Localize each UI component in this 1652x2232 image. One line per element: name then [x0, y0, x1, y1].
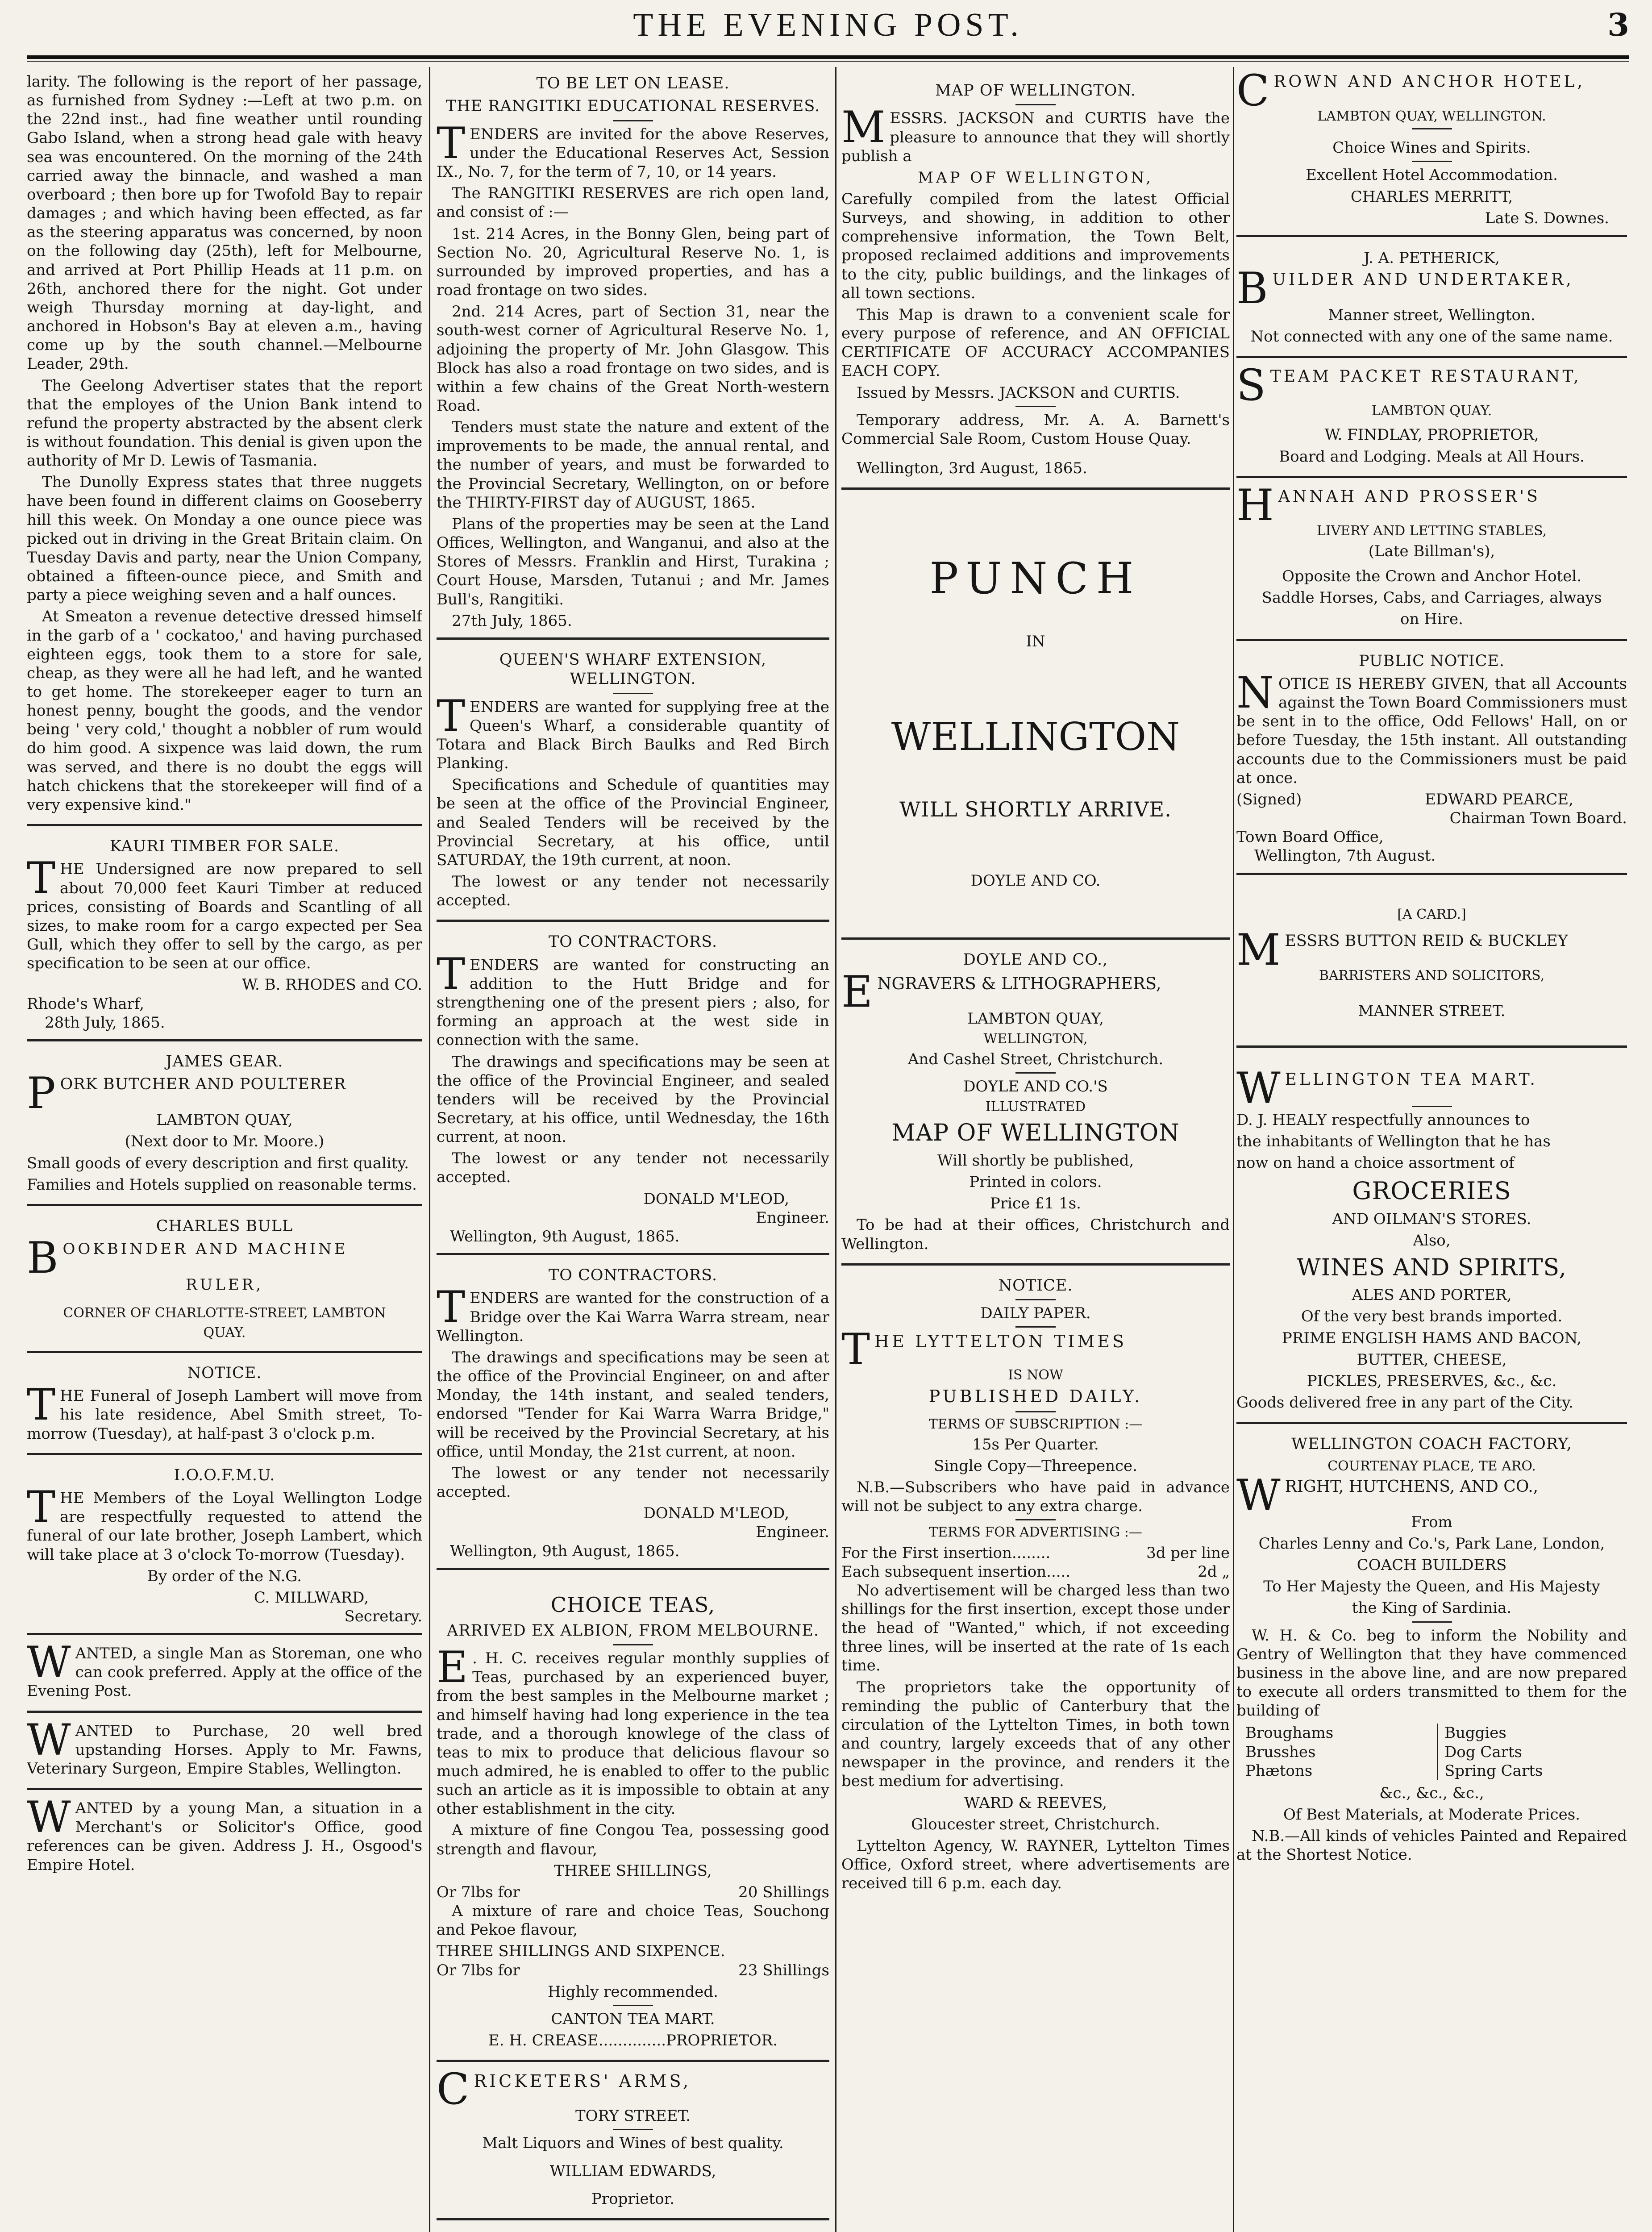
ad-price: THREE SHILLINGS AND SIXPENCE. [437, 1942, 725, 1961]
ad-title: ORK BUTCHER AND POULTERER [60, 1075, 346, 1094]
ad-name: W. FINDLAY, PROPRIETOR, [1324, 426, 1539, 444]
ad-card-button-reid [1236, 879, 1627, 1048]
ad-title: UILDER AND UNDERTAKER, [1272, 270, 1574, 289]
ad-late: (Late Billman's), [1368, 542, 1495, 560]
masthead [27, 4, 1629, 62]
ad-to-contractors [437, 1259, 829, 1570]
ad-map-title: MAP OF WELLINGTON [891, 1120, 1180, 1147]
drop-cap: C [1236, 67, 1269, 116]
ad-james-gear [27, 1045, 422, 1206]
signed-name: EDWARD PEARCE, [1424, 790, 1573, 808]
price-qty: Or 7lbs for [437, 1883, 520, 1901]
drop-cap: T [437, 1282, 466, 1333]
drop-cap: N [1236, 667, 1274, 718]
ad-title: RICKETERS' ARMS, [474, 2071, 691, 2091]
ad-line: To Her Majesty the Queen, and His Majesty [1263, 1578, 1600, 1596]
ad-note: Highly recommended. [548, 1982, 718, 2001]
vehicle-item: Brusshes [1245, 1743, 1316, 1761]
ad-note: (Next door to Mr. Moore.) [125, 1133, 325, 1151]
ad-role: Engineer. [756, 1208, 829, 1227]
ad-title: TO CONTRACTORS. [548, 933, 718, 951]
notice-title: NOTICE. [187, 1364, 262, 1382]
ad-price: Price £1 1s. [990, 1195, 1081, 1213]
ad-subtitle: ARRIVED EX ALBION, FROM MELBOURNE. [447, 1621, 819, 1640]
ad-line: D. J. HEALY respectfully announces to [1236, 1111, 1530, 1129]
ad-line: &c., &c., &c., [1379, 1784, 1484, 1802]
drop-cap: S [1236, 360, 1266, 411]
ad-street: TORY STREET. [575, 2107, 691, 2125]
ad-signature: DONALD M'LEOD, [643, 1190, 789, 1208]
ad-crown-anchor [1236, 67, 1627, 237]
ad-published: PUBLISHED DAILY. [928, 1387, 1143, 1407]
ad-body: A mixture of fine Congou Tea, possessing good strength and flavour, [437, 1821, 829, 1858]
ad-wines: WINES AND SPIRITS, [1297, 1254, 1567, 1281]
ad-body: ENDERS are wanted for supplying free at the Queen's Wharf, a considerable quantity of Totara and Black Birch Baulks and Red Birch Planking. [437, 698, 829, 773]
vehicle-item: Broughams [1245, 1724, 1334, 1742]
ad-sub: LIVERY AND LETTING STABLES, [1316, 523, 1547, 539]
vehicle-list [1245, 1724, 1627, 1780]
ad-name: JAMES GEAR. [166, 1052, 283, 1070]
ad-address: CORNER OF CHARLOTTE-STREET, LAMBTON [63, 1305, 386, 1321]
ad-title: TO CONTRACTORS. [548, 1266, 718, 1285]
column-4 [1236, 67, 1627, 2232]
ad-body: ENDERS are invited for the above Reserves, under the Educational Reserves Act, Session IX., No. 7, for the term of 7, 10, or 14 years. [437, 125, 829, 181]
vehicle-item: Buggies [1444, 1724, 1506, 1742]
ad-single: Single Copy—Threepence. [934, 1457, 1137, 1475]
notice-title: I.O.O.F.M.U. [174, 1466, 275, 1484]
ad-role: Engineer. [756, 1523, 829, 1541]
ad-subtitle: THE RANGITIKI EDUCATIONAL RESERVES. [445, 97, 820, 116]
ad-title: WELLINGTON COACH FACTORY, [1291, 1435, 1572, 1453]
drop-cap: C [437, 2064, 470, 2115]
column-1 [27, 67, 422, 2232]
news-paragraph: larity. The following is the report of her passage, as furnished from Sydney :—Left at two p.m. on the 22nd inst., had fine weather until rounding Gabo Island, when a strong head gale with heavy sea was encountered. On the morning of the 24th carried away the binnacle, and washed a man overboard ; then bore up for Twofold Bay to repair damages ; and which having been effected, as far as the steering apparatus was concerned, by noon on the following day (25th), left for Melbourne, and arrived at Port Phillip Heads at 11 p.m. on 26th, anchored there for the night. Got under weigh Thursday morning at day-light, and anchored in Hobson's Bay at eleven a.m., having come up by the south channel.—Melbourne Leader, 29th. [27, 73, 422, 373]
ad-body: This Map is drawn to a convenient scale for every purpose of reference, and AN OFFICIAL CERTIFICATE OF ACCURACY ACCOMPANIES EACH COPY. [841, 305, 1230, 380]
ad-body: HE Undersigned are now prepared to sell about 70,000 feet Kauri Timber at reduced prices, consisting of Boards and Scantling of all sizes, to make room for a cargo expected per Sea Gull, which they offer to sell by the cargo, as per specification to be seen at our office. [27, 860, 422, 973]
short-rule [613, 2129, 653, 2130]
ad-line: Families and Hotels supplied on reasonable terms. [27, 1175, 417, 1194]
ad-line: Malt Liquors and Wines of best quality. [482, 2134, 784, 2153]
ad-date: Wellington, 3rd August, 1865. [857, 459, 1087, 478]
ad-title: ANNAH AND PROSSER'S [1278, 487, 1540, 506]
vehicle-item: Dog Carts [1444, 1743, 1522, 1761]
ad-punch [841, 493, 1230, 940]
short-rule [1015, 1299, 1056, 1300]
column-divider [429, 67, 430, 2232]
ad-line: Board and Lodging. Meals at All Hours. [1279, 447, 1585, 466]
rate-label: For the First insertion........ [841, 1544, 1051, 1562]
wanted-ad [27, 1639, 422, 1712]
short-rule [613, 693, 653, 694]
ad-body: The lowest or any tender not necessarily accepted. [437, 1149, 829, 1187]
ad-address: LAMBTON QUAY, WELLINGTON. [1317, 108, 1546, 124]
ad-doyle-and-co [841, 943, 1230, 1265]
ad-role: Proprietor. [591, 2190, 675, 2208]
ad-name: WILLIAM EDWARDS, [549, 2162, 716, 2180]
ad-title: ELLINGTON TEA MART. [1285, 1070, 1538, 1089]
ad-address: LAMBTON QUAY, [967, 1009, 1104, 1028]
drop-cap: W [1236, 1470, 1281, 1520]
drop-cap: W [27, 1792, 71, 1843]
ad-public-notice [1236, 645, 1627, 875]
drop-cap: E [437, 1642, 468, 1693]
rate-label: Each subsequent insertion..... [841, 1562, 1071, 1581]
ad-late: Late S. Downes. [1485, 209, 1609, 227]
ad-title: PUBLIC NOTICE. [1358, 652, 1505, 670]
short-rule [1412, 1106, 1452, 1107]
ad-body: ENDERS are wanted for the construction of a Bridge over the Kai Warra Warra stream, near Wellington. [437, 1289, 829, 1345]
short-rule [613, 120, 653, 121]
drop-cap: P [27, 1068, 56, 1119]
column-divider [835, 67, 836, 2232]
notice-signature: C. MILLWARD, [254, 1588, 369, 1607]
ad-price: THREE SHILLINGS, [554, 1861, 712, 1880]
ad-office: Town Board Office, [1236, 828, 1384, 846]
ad-body: . H. C. receives regular monthly supplies of Teas, purchased by an experienced buyer, from the best samples in the Melbourne market ; and himself having had long experience in the tea trade, and a thorough knowlege of the class of teas to mix to produce that delicious flavour so much admired, he is enabled to offer to the public such an article as it is impossible to obtain at any other establishment in the city. [437, 1649, 829, 1818]
ad-line: Goods delivered free in any part of the City. [1236, 1394, 1573, 1412]
ad-line: Excellent Hotel Accommodation. [1306, 166, 1558, 184]
news-paragraph: The Geelong Advertiser states that the report that the employes of the Union Bank intend to refund the property abstracted by the absent clerk is without foundation. This denial is given upon the authority of Mr D. Lewis of Tasmania. [27, 376, 422, 470]
short-rule [1015, 1326, 1056, 1328]
drop-cap: T [437, 949, 466, 999]
short-rule [613, 1644, 653, 1645]
short-rule [1412, 1621, 1452, 1623]
ad-builders: COACH BUILDERS [1357, 1556, 1507, 1574]
masthead-rule [27, 55, 1629, 59]
short-rule [613, 2005, 653, 2006]
column-divider [1233, 67, 1234, 2232]
ad-body: No advertisement will be charged less than two shillings for the first insertion, except those under the head of "Wanted," which, if not exceeding three lines, will be inserted at the rate of 1s each time. [841, 1581, 1230, 1675]
ad-body: Lyttelton Agency, W. RAYNER, Lyttelton Times Office, Oxford street, where advertisements are received till 6 p.m. each day. [841, 1836, 1230, 1893]
ad-terms: TERMS OF SUBSCRIPTION :— [928, 1416, 1143, 1432]
ad-steam-packet [1236, 362, 1627, 478]
ad-address: LAMBTON QUAY, [156, 1111, 293, 1129]
drop-cap: T [841, 1324, 870, 1375]
ad-is-now: IS NOW [1008, 1367, 1063, 1383]
ad-name: DOYLE AND CO., [963, 951, 1108, 969]
ad-rate-line [841, 1544, 1230, 1562]
notice-body: HE Members of the Loyal Wellington Lodge are respectfully requested to attend the funeral of our late brother, Joseph Lambert, which will take place at 3 o'clock To-morrow (Tuesday). [27, 1489, 422, 1564]
ad-proprietor: E. H. CREASE..............PROPRIETOR. [488, 2032, 778, 2050]
ad-city: WELLINGTON, [983, 1031, 1088, 1047]
ad-title-2: RULER, [185, 1276, 264, 1294]
news-paragraph: The Dunolly Express states that three nuggets have been found in different claims on Gooseberry hill this week. On Monday a one ounce piece was picked out in driving in the Great Britain claim. On Tuesday Davis and party, near the Union Company, obtained a fifteen-ounce piece, and Smith and party a piece weighing seven and a half ounces. [27, 473, 422, 604]
ad-line: Opposite the Crown and Anchor Hotel. [1282, 567, 1582, 586]
punch-arrive: WILL SHORTLY ARRIVE. [899, 797, 1172, 822]
short-rule [1412, 161, 1452, 162]
ad-cricketers-arms [437, 2065, 829, 2220]
notice-order: By order of the N.G. [147, 1567, 302, 1585]
ad-line: PRIME ENGLISH HAMS AND BACON, [1282, 1329, 1582, 1347]
ad-label: [A CARD.] [1397, 906, 1466, 922]
ad-signature: W. B. RHODES and CO. [242, 976, 422, 994]
punch-title: PUNCH [929, 554, 1142, 604]
ad-line: Printed in colors. [969, 1173, 1102, 1191]
ad-title: TO BE LET ON LEASE. [536, 75, 730, 92]
ad-choice-teas [437, 1574, 829, 2062]
short-rule [1015, 1411, 1056, 1412]
vehicle-item: Phætons [1245, 1761, 1313, 1780]
ad-date: Wellington, 7th August. [1254, 847, 1436, 865]
ad-body: The lowest or any tender not necessarily accepted. [437, 873, 829, 910]
news-paragraph: At Smeaton a revenue detective dressed himself in the garb of a ' cockatoo,' and having purchased eighteen eggs, took them to a store for sale, cheap, as they were all he had left, and he wanted to get home. The storekeeper eager to turn an honest penny, bought the goods, and the vendor being ' very cold,' thought a nobbler of rum would do him good. A sixpence was laid down, the rum was served, and there is no doubt the eggs will hatch chickens that the storekeeper will find of a very expensive kind." [27, 608, 422, 814]
ad-title: CHOICE TEAS, [550, 1592, 716, 1617]
ad-title: TEAM PACKET RESTAURANT, [1270, 367, 1581, 386]
ad-line: Also, [1413, 1231, 1451, 1249]
ad-line: AND OILMAN'S STORES. [1332, 1210, 1531, 1228]
ad-name: CHARLES BULL [156, 1217, 293, 1235]
drop-cap: W [27, 1715, 71, 1765]
drop-cap: B [27, 1233, 58, 1283]
ad-branch: And Cashel Street, Christchurch. [907, 1050, 1164, 1068]
ad-body: Issued by Messrs. JACKSON and CURTIS. [857, 383, 1180, 402]
ad-quarter: 15s Per Quarter. [972, 1435, 1099, 1453]
ad-wellington-tea-mart [1236, 1051, 1627, 1424]
ad-body: The RANGITIKI RESERVES are rich open land, and consist of :— [437, 184, 829, 221]
ad-body: The lowest or any tender not necessarily accepted. [437, 1464, 829, 1501]
ad-name: J. A. PETHERICK, [1364, 249, 1500, 267]
ad-line: Choice Wines and Spirits. [1332, 139, 1531, 157]
masthead-rule-thin [27, 61, 1629, 62]
ad-line: the inhabitants of Wellington that he has [1236, 1133, 1551, 1151]
ad-street: MANNER STREET. [1358, 1002, 1506, 1020]
drop-cap: W [27, 1637, 71, 1688]
drop-cap: T [437, 691, 466, 741]
ad-body: A mixture of rare and choice Teas, Souchong and Pekoe flavour, [437, 1902, 829, 1939]
ad-mart: CANTON TEA MART. [551, 2010, 715, 2028]
signed-label: (Signed) [1236, 790, 1302, 808]
ad-coach-factory [1236, 1428, 1627, 1874]
punch-publisher: DOYLE AND CO. [970, 872, 1101, 890]
price-amount: 23 Shillings [738, 1961, 829, 1979]
rate-value: 3d per line [1146, 1544, 1230, 1562]
drop-cap: W [1236, 1063, 1281, 1114]
ad-body: Temporary address, Mr. A. A. Barnett's Commercial Sale Room, Custom House Quay. [841, 411, 1230, 448]
punch-wellington: WELLINGTON [891, 715, 1180, 760]
ad-body: The drawings and specifications may be seen at the office of the Provincial Engineer, and sealed tenders will be received by the Provincial Secretary, at his office, until Wednesday, the 16th current, at noon. [437, 1053, 829, 1146]
ad-body: The drawings and specifications may be seen at the office of the Provincial Engineer, on and after Monday, the 14th instant, and sealed tenders, endorsed "Tender for Kai Warra Warra Bridge," will be received by the Provincial Secretary, at his office, until Monday, the 21st current, at noon. [437, 1348, 829, 1461]
ad-street: Manner street, Wellington. [1328, 306, 1535, 324]
ad-to-contractors [437, 925, 829, 1255]
price-qty: Or 7lbs for [437, 1961, 520, 1979]
ad-line: ALES AND PORTER, [1352, 1286, 1512, 1304]
short-rule [1015, 406, 1056, 407]
drop-cap: M [841, 102, 886, 153]
notice-role: Secretary. [344, 1607, 422, 1626]
column-2 [437, 67, 829, 2232]
ad-line: the King of Sardinia. [1352, 1599, 1512, 1617]
ad-title: KAURI TIMBER FOR SALE. [109, 837, 340, 856]
ad-body: Carefully compiled from the latest Official Surveys, and showing, in addition to other comprehensive information, the Town Belt, proposed reclaimed additions and improvements to the city, public buildings, and the linkages of all town sections. [841, 190, 1230, 302]
ad-line: PICKLES, PRESERVES, &c., &c. [1307, 1372, 1557, 1390]
ad-title: QUEEN'S WHARF EXTENSION, WELLINGTON. [499, 650, 767, 688]
ad-body: W. H. & Co. beg to inform the Nobility and Gentry of Wellington that they have commenced business in the above line, and are now prepared to execute all orders transmitted to them for the building of [1236, 1626, 1627, 1720]
ad-body: Plans of the properties may be seen at the Land Offices, Wellington, and Wanganui, and also at the Stores of Messrs. Franklin and Hirst, Turakina ; Court House, Marsden, Tutanui ; and Mr. James Bull's, Rangitiki. [437, 515, 829, 608]
notice-ioofmu [27, 1459, 422, 1635]
ad-board-residence [437, 2224, 829, 2232]
ad-body: The proprietors take the opportunity of reminding the public of Canterbury that the circulation of the Lyttelton Times, in both town and country, largely exceeds that of any other newspaper in the province, and renders it the best medium for advertising. [841, 1678, 1230, 1791]
ad-origin: Charles Lenny and Co.'s, Park Lane, London, [1258, 1534, 1605, 1553]
ad-adv-terms: TERMS FOR ADVERTISING :— [929, 1524, 1142, 1541]
ad-subtitle: MAP OF WELLINGTON, [918, 168, 1153, 187]
wanted-ad [27, 1794, 422, 1884]
short-rule [1412, 128, 1452, 129]
ad-groceries: GROCERIES [1352, 1176, 1511, 1205]
ad-body: N.B.—Subscribers who have paid in advance will not be subject to any extra charge. [841, 1478, 1230, 1516]
ad-title: NGRAVERS & LITHOGRAPHERS, [877, 974, 1161, 993]
ad-heading: HE LYTTELTON TIMES [874, 1332, 1127, 1352]
ad-note: Not connected with any one of the same name. [1250, 328, 1613, 346]
ad-signature: DONALD M'LEOD, [643, 1504, 789, 1523]
ad-price-line [437, 1883, 829, 1902]
ad-name: WARD & REEVES, [964, 1794, 1107, 1812]
notice-body: HE Funeral of Joseph Lambert will move from his late residence, Abel Smith street, To-morrow (Tuesday), at half-past 3 o'clock p.m. [27, 1387, 422, 1443]
ad-signed [1236, 790, 1627, 809]
short-rule [1015, 104, 1056, 105]
vehicle-list-left [1245, 1724, 1428, 1780]
ad-address-2: QUAY. [203, 1324, 246, 1341]
ad-heading: RIGHT, HUTCHENS, AND CO., [1285, 1477, 1539, 1496]
drop-cap: T [27, 1380, 56, 1430]
rate-value: 2d „ [1198, 1562, 1230, 1581]
ad-map-of-wellington [841, 67, 1230, 490]
price-amount: 20 Shillings [738, 1883, 829, 1901]
ad-body: N.B.—All kinds of vehicles Painted and Repaired at the Shortest Notice. [1236, 1827, 1627, 1864]
ad-date: 28th July, 1865. [45, 1013, 165, 1032]
ad-line: Saddle Horses, Cabs, and Carriages, always [1261, 589, 1602, 607]
ad-petherick [1236, 241, 1627, 358]
ad-place: Rhode's Wharf, [27, 995, 145, 1013]
ad-body: OTICE IS HEREBY GIVEN, that all Accounts against the Town Board Commissioners must be sent in to the office, Odd Fellows' Hall, on or before Tuesday, the 15th instant. All outstanding accounts due to the Commissioners must be paid at once. [1236, 675, 1627, 787]
ad-body: To be had at their offices, Christchurch and Wellington. [841, 1216, 1230, 1253]
ad-title: OOKBINDER AND MACHINE [62, 1240, 348, 1258]
ad-illustrated: ILLUSTRATED [985, 1099, 1086, 1115]
short-rule [1015, 1072, 1056, 1074]
drop-cap: H [1236, 480, 1274, 530]
ad-line: Of the very best brands imported. [1301, 1308, 1563, 1326]
ad-body: Tenders must state the nature and extent of the improvements to be made, the annual rental, and the number of years, and must be forwarded to the Provincial Secretary, Wellington, on or before the THIRTY-FIRST day of AUGUST, 1865. [437, 418, 829, 512]
ad-line: Of Best Materials, at Moderate Prices. [1283, 1805, 1580, 1824]
ad-line: now on hand a choice assortment of [1236, 1154, 1515, 1172]
ad-lyttelton-times [841, 1269, 1230, 1903]
ad-date: Wellington, 9th August, 1865. [450, 1542, 680, 1560]
ad-charles-bull [27, 1210, 422, 1353]
news-article [27, 67, 422, 826]
ad-body: ENDERS are wanted for constructing an addition to the Hutt Bridge and for strengthening one of the present piers ; also, for forming an approach at the west side in connection with the same. [437, 956, 829, 1049]
ad-date: 27th July, 1865. [452, 612, 572, 630]
wanted-body: ANTED, a single Man as Storeman, one who can cook preferred. Apply at the office of the Evening Post. [27, 1645, 422, 1700]
ad-date: Wellington, 9th August, 1865. [450, 1227, 680, 1245]
ad-name: CHARLES MERRITT, [1350, 187, 1513, 206]
vehicle-list-right [1437, 1724, 1627, 1780]
notice-funeral [27, 1357, 422, 1455]
ad-kauri-timber [27, 830, 422, 1041]
running-title: THE EVENING POST. [633, 7, 1023, 43]
wanted-body: ANTED by a young Man, a situation in a Merchant's or Solicitor's Office, good references can be given. Address J. H., Osgood's Empire Hotel. [27, 1799, 422, 1874]
ad-address: COURTENAY PLACE, TE ARO. [1327, 1458, 1536, 1474]
ad-title: ROWN AND ANCHOR HOTEL, [1273, 73, 1585, 91]
ad-body: Specifications and Schedule of quantities may be seen at the office of the Provincial Engineer, and Sealed Tenders will be received by the Provincial Secretary, at his office, until SATURDAY, the 19th current, at noon. [437, 776, 829, 869]
drop-cap: M [1236, 924, 1281, 975]
ad-price-line [437, 1961, 829, 1980]
ad-subtitle: DAILY PAPER. [980, 1304, 1091, 1323]
ad-line: Small goods of every description and first quality. [27, 1154, 409, 1172]
ad-sub: BARRISTERS AND SOLICITORS, [1319, 967, 1545, 983]
ad-body: 1st. 214 Acres, in the Bonny Glen, being part of Section No. 20, Agricultural Reserve No. 1, is surrounded by improved properties, and has a road frontage on two sides. [437, 225, 829, 300]
drop-cap: E [841, 966, 873, 1017]
page-number: 3 [1607, 6, 1629, 43]
drop-cap: B [1236, 263, 1268, 313]
wanted-ad [27, 1716, 422, 1790]
ad-queens-wharf [437, 643, 829, 922]
ad-rate-line [841, 1562, 1230, 1581]
ad-hannah-prosser [1236, 482, 1627, 641]
short-rule [1015, 1519, 1056, 1520]
ad-role: Chairman Town Board. [1449, 809, 1627, 828]
ad-name-2: DOYLE AND CO.'S [963, 1078, 1108, 1096]
ad-line: Will shortly be published, [937, 1151, 1134, 1170]
ad-body: 2nd. 214 Acres, part of Section 31, near the south-west corner of Agricultural Reserve No. 1, adjoining the property of Mr. John Glasgow. This Block has also a road frontage on two sides, and is within a few chains of the Great North-western Road. [437, 303, 829, 415]
ad-line: on Hire. [1400, 610, 1463, 629]
ad-body: ESSRS. JACKSON and CURTIS have the pleasure to announce that they will shortly publish a [841, 109, 1230, 165]
column-3 [841, 67, 1230, 2232]
ad-title: ESSRS BUTTON REID & BUCKLEY [1285, 932, 1568, 950]
vehicle-item: Spring Carts [1444, 1761, 1543, 1780]
drop-cap: T [27, 853, 56, 904]
ad-title: NOTICE. [998, 1276, 1073, 1295]
ad-rangitiki-lease [437, 67, 829, 640]
drop-cap: T [437, 118, 466, 168]
drop-cap: T [27, 1482, 56, 1532]
ad-line: BUTTER, CHEESE, [1357, 1350, 1507, 1369]
punch-in: IN [1026, 633, 1045, 651]
wanted-body: ANTED to Purchase, 20 well bred upstanding Horses. Apply to Mr. Fawns, Veterinary Surgeon, Empire Stables, Wellington. [27, 1722, 422, 1778]
ad-street: Gloucester street, Christchurch. [911, 1815, 1160, 1833]
ad-address: LAMBTON QUAY. [1371, 403, 1492, 419]
ad-from: From [1411, 1513, 1452, 1531]
ad-title: MAP OF WELLINGTON. [935, 82, 1136, 100]
